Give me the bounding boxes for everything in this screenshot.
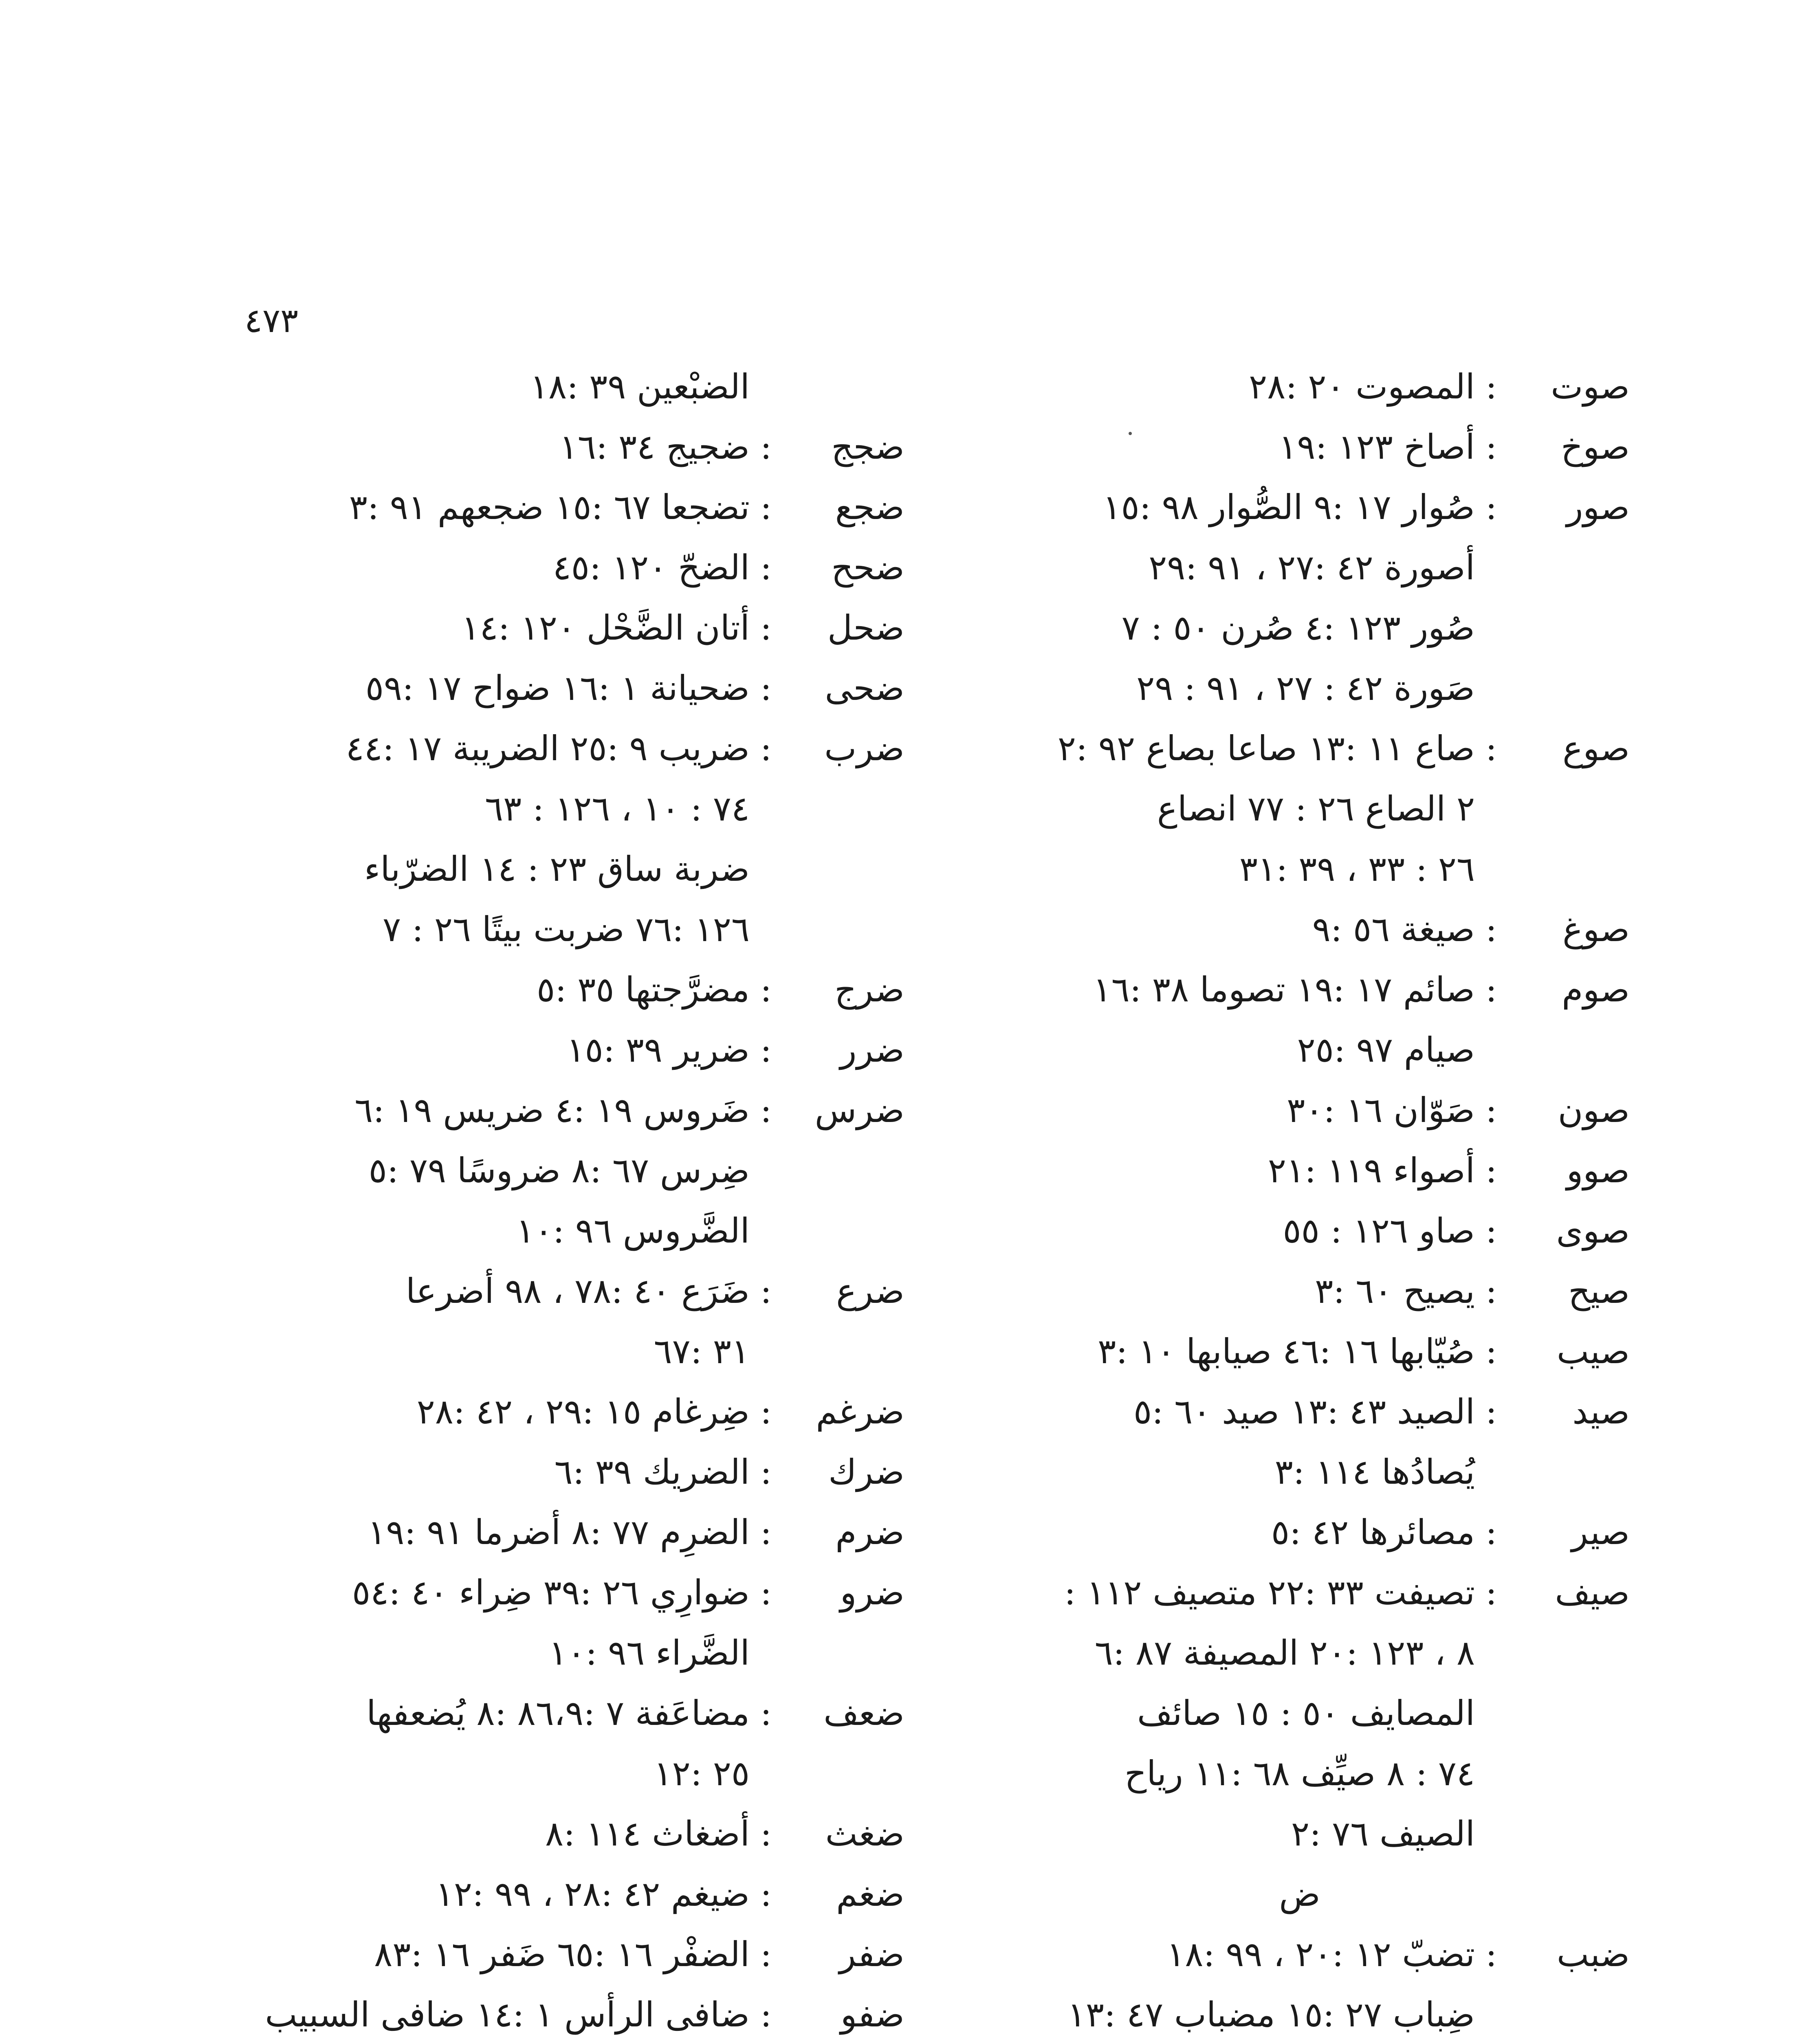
entry-references: المصايف ٥٠ : ١٥ صائف bbox=[1137, 1693, 1475, 1733]
colon-separator: : bbox=[1485, 1934, 1497, 1974]
colon-separator: : bbox=[1485, 1271, 1497, 1311]
entry-references: يصيح ٦٠ :٣ bbox=[1315, 1271, 1475, 1311]
entry-references: الضفْر ١٦ :٦٥ ضَفر ١٦ :٨٣ bbox=[374, 1934, 750, 1974]
root-word: ضحح bbox=[831, 548, 904, 587]
continuation-line bbox=[970, 1814, 1630, 1874]
entry-references: الضريك ٣٩ :٦ bbox=[554, 1452, 750, 1492]
entry-references: صيغة ٥٦ :٩ bbox=[1312, 909, 1475, 949]
continuation-line bbox=[244, 367, 904, 427]
root-word: ضرج bbox=[834, 970, 904, 1010]
section-letter-heading bbox=[970, 1874, 1630, 1934]
colon-separator: : bbox=[760, 1030, 772, 1070]
root-word: ضرس bbox=[814, 1090, 904, 1130]
entry-references: الضَّراء ٩٦ :١٠ bbox=[548, 1633, 750, 1673]
entry-references: أصواء ١١٩ :٢١ bbox=[1268, 1150, 1475, 1190]
entry-references: ٧٤ : ٨ صيِّف ٦٨ :١١ رياح bbox=[1124, 1753, 1475, 1793]
entry-references: ٣١ :٦٧ bbox=[654, 1331, 750, 1371]
index-entry bbox=[970, 1512, 1630, 1573]
entry-references: ضرير ٣٩ :١٥ bbox=[566, 1030, 750, 1070]
continuation-line bbox=[244, 1331, 904, 1392]
colon-separator: : bbox=[760, 1814, 772, 1854]
index-entry bbox=[244, 728, 904, 789]
page-number: ٤٧٣ bbox=[244, 301, 299, 340]
entry-references: ضجيج ٣٤ :١٦ bbox=[559, 427, 750, 467]
entry-references: أتان الضَّحْل ١٢٠ :١٤ bbox=[461, 608, 750, 648]
continuation-line bbox=[244, 849, 904, 909]
root-word: صوع bbox=[1563, 728, 1630, 768]
continuation-line bbox=[970, 1633, 1630, 1693]
index-entry bbox=[244, 1452, 904, 1512]
root-word: ضرر bbox=[840, 1030, 904, 1070]
colon-separator: : bbox=[760, 1934, 772, 1974]
index-entry bbox=[244, 1392, 904, 1452]
colon-separator: : bbox=[1485, 367, 1497, 407]
entry-references: ضوارِي ٢٦ :٣٩ ضِراء ٤٠ :٥٤ bbox=[352, 1573, 750, 1612]
root-word: ضرم bbox=[835, 1512, 904, 1552]
continuation-line bbox=[970, 668, 1630, 728]
continuation-line bbox=[970, 608, 1630, 668]
index-entry bbox=[244, 1573, 904, 1633]
colon-separator: : bbox=[1485, 1512, 1497, 1552]
root-word: ضغث bbox=[825, 1814, 904, 1854]
root-word: ضفو bbox=[840, 1995, 904, 2035]
colon-separator: : bbox=[1485, 427, 1497, 467]
colon-separator: : bbox=[1485, 909, 1497, 949]
colon-separator: : bbox=[1485, 1150, 1497, 1190]
root-word: ضفر bbox=[839, 1934, 904, 1974]
entry-references: ٢٥ :١٢ bbox=[654, 1753, 750, 1793]
colon-separator: : bbox=[760, 548, 772, 587]
root-word: ضجع bbox=[835, 487, 904, 527]
root-word: صوت bbox=[1551, 367, 1630, 407]
index-entry bbox=[970, 1573, 1630, 1633]
colon-separator: : bbox=[760, 970, 772, 1010]
entry-references: ضِباب ٢٧ :١٥ مضباب ٤٧ :١٣ bbox=[1067, 1995, 1475, 2035]
continuation-line bbox=[970, 849, 1630, 909]
colon-separator: : bbox=[1485, 1392, 1497, 1432]
index-entry bbox=[970, 427, 1630, 487]
entry-references: ٨ ، ١٢٣ :٢٠ المصيفة ٨٧ :٦ bbox=[1094, 1633, 1475, 1673]
entry-references: أصاخ ١٢٣ :١٩ bbox=[1279, 427, 1475, 467]
index-entry bbox=[244, 1030, 904, 1090]
colon-separator: : bbox=[760, 728, 772, 768]
colon-separator: : bbox=[760, 487, 772, 527]
index-entry bbox=[970, 1211, 1630, 1271]
root-word: صوغ bbox=[1563, 909, 1630, 949]
root-word: صور bbox=[1566, 487, 1630, 527]
index-entry bbox=[244, 608, 904, 668]
entry-references: أضغاث ١١٤ :٨ bbox=[545, 1814, 750, 1854]
colon-separator: : bbox=[1485, 487, 1497, 527]
index-entry bbox=[970, 1271, 1630, 1331]
index-entry bbox=[244, 1874, 904, 1934]
index-entry bbox=[244, 487, 904, 548]
continuation-line bbox=[970, 789, 1630, 849]
entry-references: صَورة ٤٢ : ٢٧ ، ٩١ : ٢٩ bbox=[1136, 668, 1475, 708]
root-word: صوم bbox=[1562, 970, 1630, 1010]
entry-references: صُور ١٢٣ :٤ صُرن ٥٠ : ٧ bbox=[1121, 608, 1475, 648]
index-entry bbox=[244, 1512, 904, 1573]
colon-separator: : bbox=[1485, 1090, 1497, 1130]
root-word: ضجج bbox=[831, 427, 904, 467]
root-word: صوى bbox=[1556, 1211, 1630, 1251]
entry-references: مضاعَفة ٧ :٨٦،٩ :٨ يُضعفها bbox=[366, 1693, 750, 1733]
root-word: ضبب bbox=[1556, 1934, 1630, 1974]
colon-separator: : bbox=[1485, 728, 1497, 768]
colon-separator: : bbox=[760, 1452, 772, 1492]
entry-references: ضِرغام ١٥ :٢٩ ، ٤٢ :٢٨ bbox=[416, 1392, 750, 1432]
root-word: صيب bbox=[1556, 1331, 1630, 1371]
entry-references: صيام ٩٧ :٢٥ bbox=[1297, 1030, 1475, 1070]
entry-references: صاو ١٢٦ : ٥٥ bbox=[1283, 1211, 1475, 1251]
index-entry bbox=[970, 909, 1630, 970]
index-entry bbox=[244, 427, 904, 487]
index-entry bbox=[970, 367, 1630, 427]
colon-separator: : bbox=[1485, 1331, 1497, 1371]
entry-references: ضحيانة ١ :١٦ ضواح ١٧ :٥٩ bbox=[365, 668, 750, 708]
entry-references: ضِرس ٦٧ :٨ ضروسًا ٧٩ :٥ bbox=[368, 1150, 750, 1190]
entry-references: ضَرَع ٤٠ :٧٨ ، ٩٨ أضرعا bbox=[405, 1271, 750, 1311]
index-entry bbox=[244, 1934, 904, 1995]
root-word: صون bbox=[1558, 1090, 1630, 1130]
entry-references: ٢٦ : ٣٣ ، ٣٩ :٣١ bbox=[1239, 849, 1475, 889]
entry-references: يُصادُها ١١٤ :٣ bbox=[1274, 1452, 1475, 1492]
index-entry bbox=[970, 487, 1630, 548]
entry-references: ضافى الرأس ١ :١٤ ضافى السبيب bbox=[265, 1995, 750, 2035]
index-entry bbox=[244, 1090, 904, 1150]
section-letter: ض bbox=[1279, 1874, 1320, 1914]
colon-separator: : bbox=[760, 1512, 772, 1552]
index-entry bbox=[970, 728, 1630, 789]
continuation-line bbox=[244, 1211, 904, 1271]
root-word: صيد bbox=[1572, 1392, 1630, 1432]
index-entry bbox=[970, 1331, 1630, 1392]
entry-references: الضبْعين ٣٩ :١٨ bbox=[530, 367, 750, 407]
entry-references: المصوت ٢٠ :٢٨ bbox=[1249, 367, 1475, 407]
entry-references: تضبّ ١٢ :٢٠ ، ٩٩ :١٨ bbox=[1166, 1934, 1475, 1974]
colon-separator: : bbox=[760, 1995, 772, 2035]
continuation-line bbox=[970, 548, 1630, 608]
colon-separator: : bbox=[760, 1874, 772, 1914]
continuation-line bbox=[970, 1995, 1630, 2037]
root-word: ضرع bbox=[836, 1271, 904, 1311]
continuation-line bbox=[970, 1753, 1630, 1814]
entry-references: صُيّابها ١٦ :٤٦ صيابها ١٠ :٣ bbox=[1098, 1331, 1475, 1371]
continuation-line bbox=[244, 1150, 904, 1211]
index-entry bbox=[244, 1693, 904, 1753]
entry-references: أصورة ٤٢ :٢٧ ، ٩١ :٢٩ bbox=[1149, 548, 1475, 587]
continuation-line bbox=[244, 1633, 904, 1693]
entry-references: ضيغم ٤٢ :٢٨ ، ٩٩ :١٢ bbox=[435, 1874, 750, 1914]
root-word: صير bbox=[1571, 1512, 1630, 1552]
colon-separator: : bbox=[760, 668, 772, 708]
index-entry bbox=[244, 668, 904, 728]
continuation-line bbox=[970, 1030, 1630, 1090]
root-word: صيف bbox=[1555, 1573, 1630, 1612]
root-word: صوخ bbox=[1561, 427, 1630, 467]
entry-references: الضَّروس ٩٦ :١٠ bbox=[516, 1211, 750, 1251]
entry-references: تضجعا ٦٧ :١٥ ضجعهم ٩١ :٣ bbox=[349, 487, 750, 527]
index-entry bbox=[970, 970, 1630, 1030]
entry-references: صائم ١٧ :١٩ تصوما ٣٨ :١٦ bbox=[1093, 970, 1475, 1010]
continuation-line bbox=[244, 789, 904, 849]
colon-separator: : bbox=[760, 1392, 772, 1432]
entry-references: تصيفت ٣٣ :٢٢ متصيف ١١٢ : bbox=[1064, 1573, 1475, 1612]
entry-references: ١٢٦ :٧٦ ضربت بيتًا ٢٦ : ٧ bbox=[383, 909, 750, 949]
entry-references: الضرِم ٧٧ :٨ أضرما ٩١ :١٩ bbox=[368, 1512, 750, 1552]
colon-separator: : bbox=[760, 1090, 772, 1130]
root-word: ضعف bbox=[823, 1693, 904, 1733]
root-word: ضرغم bbox=[816, 1392, 904, 1432]
continuation-line bbox=[244, 909, 904, 970]
root-word: ضغم bbox=[836, 1874, 904, 1914]
entry-references: مصائرها ٤٢ :٥ bbox=[1271, 1512, 1475, 1552]
entry-references: صَوّان ١٦ :٣٠ bbox=[1287, 1090, 1475, 1130]
root-word: ضرك bbox=[828, 1452, 904, 1492]
root-word: ضحل bbox=[827, 608, 904, 648]
index-entry bbox=[970, 1090, 1630, 1150]
index-entry bbox=[244, 970, 904, 1030]
continuation-line bbox=[244, 1753, 904, 1814]
colon-separator: : bbox=[760, 1693, 772, 1733]
index-entry bbox=[970, 1934, 1630, 1995]
root-word: صوو bbox=[1566, 1150, 1630, 1190]
root-word: ضرب bbox=[824, 728, 904, 768]
continuation-line bbox=[970, 1693, 1630, 1753]
entry-references: الضحّ ١٢٠ :٤٥ bbox=[552, 548, 750, 587]
entry-references: مضرَّجتها ٣٥ :٥ bbox=[537, 970, 750, 1010]
colon-separator: : bbox=[1485, 970, 1497, 1010]
index-entry bbox=[244, 1995, 904, 2037]
continuation-line bbox=[970, 1452, 1630, 1512]
entry-references: ٧٤ : ١٠ ، ١٢٦ : ٦٣ bbox=[485, 789, 750, 829]
index-entry bbox=[970, 1150, 1630, 1211]
entry-references: ضَروس ١٩ :٤ ضريس ١٩ :٦ bbox=[354, 1090, 750, 1130]
root-word: ضحى bbox=[825, 668, 904, 708]
index-entry bbox=[244, 1814, 904, 1874]
index-entry bbox=[244, 1271, 904, 1331]
colon-separator: : bbox=[1485, 1573, 1497, 1612]
left-column bbox=[244, 367, 904, 2037]
index-entry bbox=[244, 548, 904, 608]
entry-references: الصيد ٤٣ :١٣ صيد ٦٠ :٥ bbox=[1133, 1392, 1475, 1432]
entry-references: ٢ الصاع ٢٦ : ٧٧ انصاع bbox=[1157, 789, 1475, 829]
entry-references: ضريب ٩ :٢٥ الضريبة ١٧ :٤٤ bbox=[346, 728, 750, 768]
colon-separator: : bbox=[760, 427, 772, 467]
colon-separator: : bbox=[760, 608, 772, 648]
entry-references: صاع ١١ :١٣ صاعا بصاع ٩٢ :٢ bbox=[1057, 728, 1475, 768]
colon-separator: : bbox=[760, 1271, 772, 1311]
root-word: ضرو bbox=[840, 1573, 904, 1612]
colon-separator: : bbox=[1485, 1211, 1497, 1251]
entry-references: صُوار ١٧ :٩ الصُّوار ٩٨ :١٥ bbox=[1103, 487, 1475, 527]
index-entry bbox=[970, 1392, 1630, 1452]
right-column bbox=[970, 367, 1630, 2037]
entry-references: ضربة ساق ٢٣ : ١٤ الضرّباء bbox=[364, 849, 750, 889]
root-word: صيح bbox=[1568, 1271, 1630, 1311]
colon-separator: : bbox=[760, 1573, 772, 1612]
entry-references: الصيف ٧٦ :٢ bbox=[1291, 1814, 1475, 1854]
